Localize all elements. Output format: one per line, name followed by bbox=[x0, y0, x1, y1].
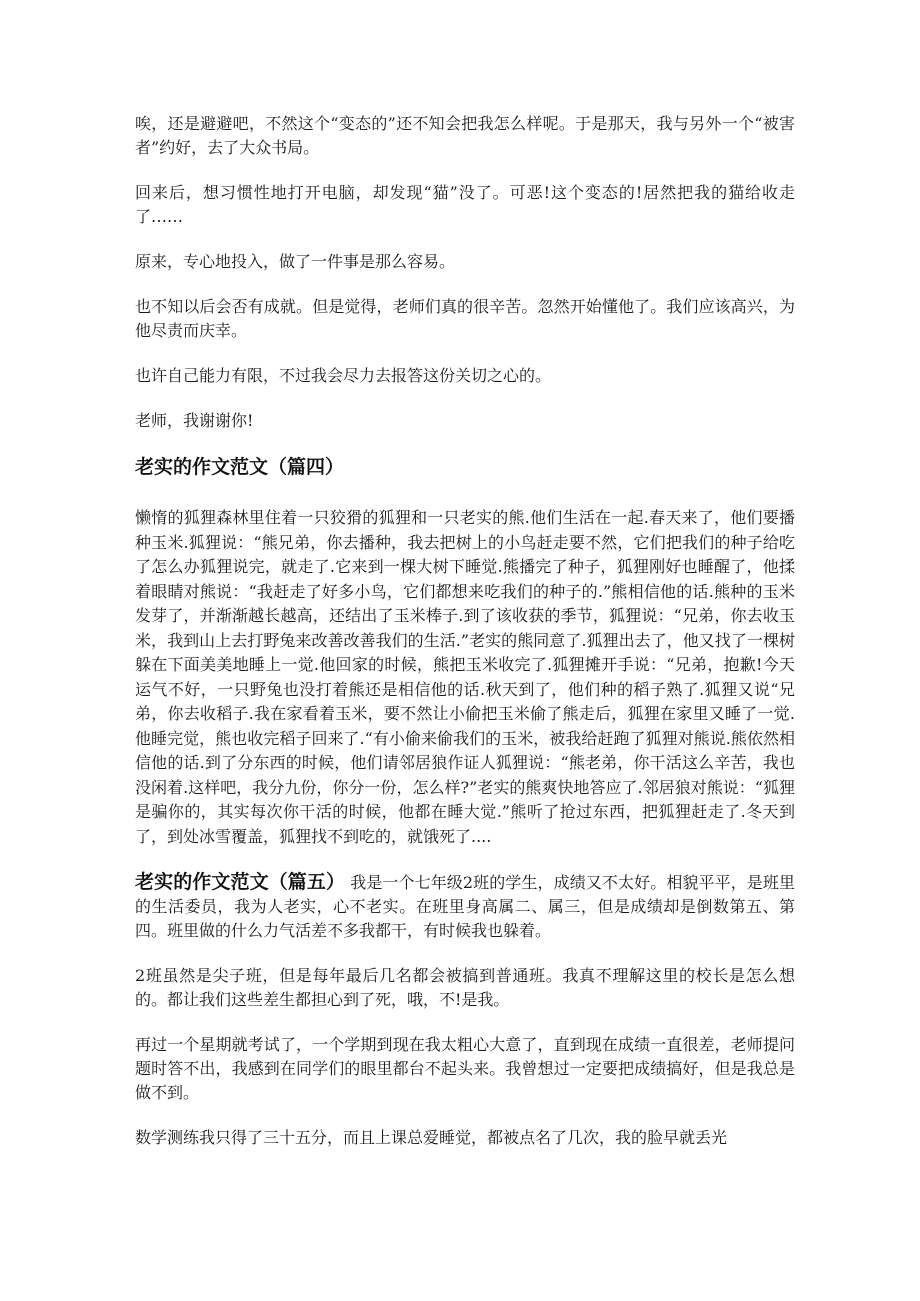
paragraph: 也不知以后会否有成就。但是觉得，老师们真的很辛苦。忽然开始懂他了。我们应该高兴，为他尽责而庆幸。 bbox=[135, 297, 795, 340]
paragraph: 也许自己能力有限，不过我会尽力去报答这份关切之心的。 bbox=[135, 366, 552, 385]
paragraph: 回来后，想习惯性地打开电脑，却发现“猫”没了。可恶!这个变态的!居然把我的猫给收走了…… bbox=[135, 183, 795, 226]
paragraph: 老师，我谢谢你! bbox=[135, 411, 254, 430]
section-5-lead-paragraph bbox=[135, 870, 795, 943]
section-5-lead-text: 我是一个七年级2班的学生，成绩又不太好。相貌平平，是班里的生活委员，我为人老实，心不老实。在班里身高属二、属三，但是成绩却是倒数第五、第四。班里做的什么力气活差不多我都干，有时候我也躲着。 bbox=[135, 873, 795, 940]
paragraph: 2班虽然是尖子班，但是每年最后几名都会被搞到普通班。我真不理解这里的校长是怎么想的。都让我们这些差生都担心到了死，哦，不!是我。 bbox=[135, 966, 795, 1009]
paragraph: 原来，专心地投入，做了一件事是那么容易。 bbox=[135, 252, 456, 271]
paragraph: 再过一个星期就考试了，一个学期到现在我太粗心大意了，直到现在成绩一直很差，老师提问题时答不出，我感到在同学们的眼里都台不起头来。我曾想过一定要把成绩搞好，但是我总是做不到。 bbox=[135, 1035, 795, 1102]
section-4-body: 懒惰的狐狸森林里住着一只狡猾的狐狸和一只老实的熊.他们生活在一起.春天来了，他们要播种玉米.狐狸说：“熊兄弟，你去播种，我去把树上的小鸟赶走要不然，它们把我们的种子给吃了怎么办狐狸说完，就走了.它来到一棵大树下睡觉.熊播完了种子，狐狸刚好也睡醒了，他揉着眼睛对熊说：“我赶走了好多小鸟，它们都想来吃我们的种子的.”熊相信他的话.熊种的玉米发芽了，并渐渐越长越高，还结出了玉米棒子.到了该收获的季节，狐狸说：“兄弟，你去收玉米，我到山上去打野兔来改善改善我们的生活.”老实的熊同意了.狐狸出去了，他又找了一棵树躲在下面美美地睡上一觉.他回家的时候，熊把玉米收完了.狐狸摊开手说：“兄弟，抱歉!今天运气不好，一只野兔也没打着熊还是相信他的话.秋天到了，他们种的稻子熟了.狐狸又说“兄弟，你去收稻子.我在家看着玉米，要不然让小偷把玉米偷了熊走后，狐狸在家里又睡了一觉.他睡完觉，熊也收完稻子回来了.“有小偷来偷我们的玉米，被我给赶跑了狐狸对熊说.熊依然相信他的话.到了分东西的时候，他们请邻居狼作证人狐狸说：“熊老弟，你干活这么辛苦，我也没闲着.这样吧，我分九份，你分一份，怎么样?”老实的熊爽快地答应了.邻居狼对熊说：“狐狸是骗你的，其实每次你干活的时候，他都在睡大觉.”熊听了抢过东西，把狐狸赶走了.冬天到了，到处冰雪覆盖，狐狸找不到吃的，就饿死了.... bbox=[135, 508, 795, 846]
paragraph: 唉，还是避避吧，不然这个“变态的”还不知会把我怎么样呢。于是那天，我与另外一个“被害者”约好，去了大众书局。 bbox=[135, 114, 795, 157]
paragraph: 数学测练我只得了三十五分，而且上课总爱睡觉，都被点名了几次，我的脸早就丢光 bbox=[135, 1128, 728, 1147]
section-5-heading: 老实的作文范文（篇五） bbox=[135, 871, 346, 893]
section-4-heading: 老实的作文范文（篇四） bbox=[135, 456, 345, 478]
document-content bbox=[135, 112, 795, 1171]
